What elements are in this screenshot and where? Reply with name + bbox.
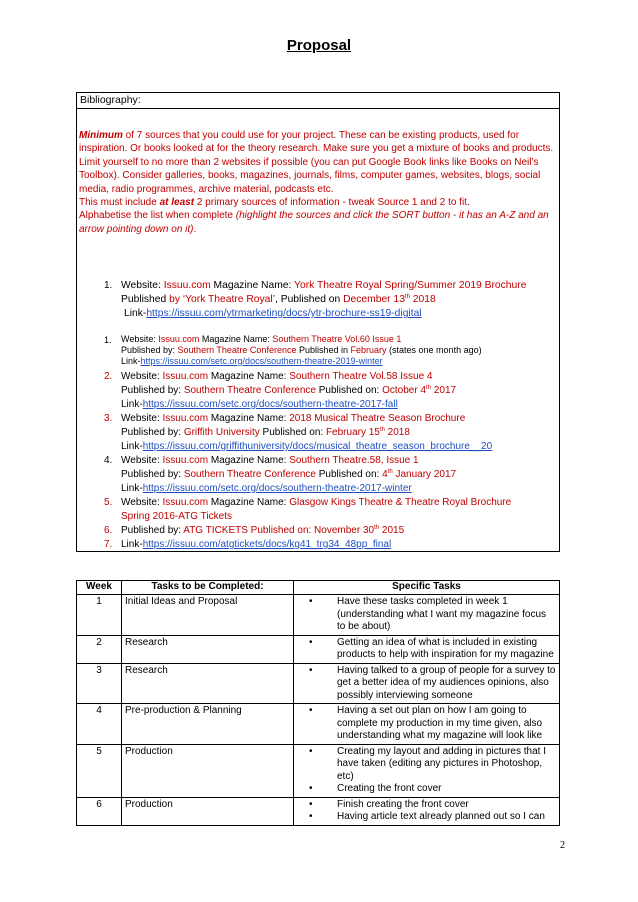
page-title: Proposal [286,37,352,54]
publisher: Griffith University [183,427,260,438]
list-item: • Getting an idea of what is included in existing products to help with inspiration for my magazine [297,637,556,662]
label: Published on: [315,385,383,396]
header-week: Week [77,581,122,595]
publish-year: 2015 [379,525,405,536]
bib-entry-3-line-2 [121,385,557,398]
list-item: • Having talked to a group of people for a survey to get a better idea of my audiences opinions, also possibly interviewing someone [297,665,556,703]
label: Magazine Name: [208,455,290,466]
list-item: • Finish creating the front cover [297,799,556,812]
at-least-emphasis: at least [159,197,195,209]
instructions-p3-pre: Alphabetise the list when complete [79,210,236,222]
publish-year: 2018 [409,294,436,305]
magazine-name: 2018 Musical Theatre Season Brochure [289,413,466,424]
bib-entry-4-line-1 [121,413,557,426]
source-link[interactable]: https://issuu.com/setc.org/docs/southern-theatre-2017-fall [142,399,398,410]
bib-entry-4-line-2 [121,427,557,440]
bibliography-box [76,92,560,552]
label: Website: [121,334,159,344]
label: Published on: [259,427,326,438]
website-name: Issuu.com [162,455,209,466]
bib-entry-2-line-3 [121,356,557,367]
table-row [77,663,560,704]
magazine-name: York Theatre Royal Spring/Summer 2019 Brochure [294,280,527,291]
bibliography-label: Bibliography: [77,93,559,109]
bib-entry-7-line-1 [121,525,557,538]
date-suffix: th [387,469,393,475]
week-cell: 3 [77,663,122,704]
entry-number: 3. [104,413,113,424]
task-cell: Pre-production & Planning [122,704,294,745]
website-name: Issuu.com [158,334,200,344]
label: Website: [121,371,163,382]
date-suffix: th [404,294,410,300]
note: (states one month ago) [386,345,482,355]
label: Link- [121,399,143,410]
page-number: 2 [560,840,565,851]
entry-number: 2. [104,371,113,382]
bib-entry-5-line-2 [121,469,557,482]
label: Magazine Name: [208,497,290,508]
instructions-p3-italic: (highlight the sources and click the SORT button - it has an A-Z and an arrow pointing down on it) [79,210,549,235]
list-item: • Having a set out plan on how I am going to complete my production in my time given, also understanding what my magazine will look like [297,705,556,743]
label: Website: [121,280,164,291]
publisher: Southern Theatre Conference [183,385,316,396]
specific-tasks-cell [294,663,560,704]
week-cell: 5 [77,744,122,797]
table-row [77,635,560,663]
label: Magazine Name: [199,334,273,344]
label: Link- [121,483,143,494]
publish-date: 4 [382,469,388,480]
instructions-paragraph-1: of 7 sources that you could use for your project. These can be existing products, used for inspiration. Or books looked at for the theory research. Make sure you get a mixture of books and products. Limit yourself to no more than 2 websites if possible (you can put Google Book links like Books on Neil’s Toolbox). Consider galleries, books, magazines, journals, films, computer games, websites, blogs, social media, radio programmes, archive material, podcasts etc. [79,130,554,195]
date-suffix: th [426,385,432,391]
label: Magazine Name: [208,413,290,424]
label: Link- [124,308,147,319]
bib-entry-5-line-1 [121,455,557,468]
table-row [77,744,560,797]
label: Published by: [121,385,184,396]
website-name: Issuu.com [162,497,209,508]
bib-entry-5-line-3 [121,483,557,496]
publish-month: February [350,345,387,355]
magazine-name: Southern Theatre.58, Issue 1 [289,455,419,466]
bib-entry-1-line-1 [121,280,557,293]
publish-date: December 13 [343,294,405,305]
bib-entry-8-line-1 [121,539,557,552]
website-name: Issuu.com [163,280,211,291]
bib-entry-6-line-1 [121,497,557,510]
label: Magazine Name: [208,371,290,382]
table-row [77,595,560,636]
label: Published [121,294,170,305]
header-tasks: Tasks to be Completed: [122,581,294,595]
magazine-name: Southern Theatre Vol.60 Issue 1 [272,334,402,344]
bibliography-instructions [79,129,557,236]
source-link[interactable]: https://issuu.com/atgtickets/docs/kg41_trg34_48pp_final [142,539,392,550]
entry-number: 6. [104,525,113,536]
entry-number: 1. [104,335,112,345]
label: Magazine Name: [210,280,295,291]
source-link[interactable]: https://issuu.com/setc.org/docs/southern-theatre-2017-winter [142,483,412,494]
source-link[interactable]: https://issuu.com/griffithuniversity/docs/musical_theatre_season_brochure__20 [142,441,493,452]
label: Published by: [121,525,184,536]
publisher: Southern Theatre Conference [177,345,297,355]
specific-tasks-cell [294,704,560,745]
bib-entry-4-line-3 [121,441,557,454]
publisher: Southern Theatre Conference [183,469,316,480]
list-item: • Have these tasks completed in week 1 (understanding what I want my magazine focus to be about) [297,596,556,634]
task-cell: Research [122,663,294,704]
date-suffix: th [379,427,385,433]
label: Published by: [121,345,178,355]
website-name: Issuu.com [162,371,209,382]
tasks-table [76,580,560,826]
instructions-p3-end: . [193,223,197,235]
publisher: ATG TICKETS Published on: November 30 [183,525,375,536]
task-cell: Research [122,635,294,663]
specific-tasks-cell [294,635,560,663]
week-cell: 2 [77,635,122,663]
task-cell: Production [122,797,294,825]
specific-tasks-cell [294,744,560,797]
entry-number: 1. [104,280,113,291]
table-header-row [77,581,560,595]
label: Link- [121,356,141,366]
magazine-name: Glasgow Kings Theatre & Theatre Royal Brochure [289,497,512,508]
list-item: • Having article text already planned out so I can [297,811,556,824]
source-link[interactable]: https://issuu.com/setc.org/docs/southern-theatre-2019-winter [140,356,383,366]
bib-entry-2-line-2 [121,345,557,356]
label: Published by: [121,427,184,438]
publish-date: February 15 [325,427,380,438]
instructions-paragraph-2: 2 primary sources of information - tweak Source 1 and 2 to fit. [194,197,470,209]
label: Link- [121,441,143,452]
bib-entry-3-line-1 [121,371,557,384]
bib-entry-6-line-2: Spring 2016-ATG Tickets [121,511,232,522]
publisher: by ‘York Theatre Royal’ [169,294,275,305]
label: Published on: [315,469,383,480]
website-name: Issuu.com [162,413,209,424]
publish-year: 2018 [384,427,410,438]
label: , Published on [274,294,344,305]
list-item: • Creating my layout and adding in pictures that I have taken (editing any pictures in Photoshop, etc) [297,746,556,784]
publish-year: January 2017 [392,469,457,480]
week-cell: 1 [77,595,122,636]
list-item: • Creating the front cover [297,783,556,796]
label: Published by: [121,469,184,480]
label: Published in [296,345,351,355]
entry-number: 4. [104,455,113,466]
magazine-name: Southern Theatre Vol.58 Issue 4 [289,371,433,382]
bib-entry-3-line-3 [121,399,557,412]
bib-entry-2-line-1 [121,334,557,345]
task-cell: Production [122,744,294,797]
specific-tasks-cell [294,797,560,825]
instructions-p2-pre: This must include [79,197,160,209]
specific-tasks-cell [294,595,560,636]
label: Website: [121,455,163,466]
entry-number: 5. [104,497,113,508]
publish-year: 2017 [431,385,457,396]
source-link[interactable]: https://issuu.com/ytrmarketing/docs/ytr-brochure-ss19-digital [146,308,422,319]
week-cell: 4 [77,704,122,745]
date-suffix: th [374,525,380,531]
minimum-emphasis: Minimum [79,130,123,141]
week-cell: 6 [77,797,122,825]
table-row [77,704,560,745]
publish-date: October 4 [382,385,427,396]
task-cell: Initial Ideas and Proposal [122,595,294,636]
label: Website: [121,413,163,424]
header-specific-tasks: Specific Tasks [294,581,560,595]
entry-number: 7. [104,539,113,550]
bib-entry-1-line-2 [121,294,557,307]
label: Website: [121,497,163,508]
bib-entry-1-line-3 [124,308,560,321]
label: Link- [121,539,143,550]
table-row [77,797,560,825]
